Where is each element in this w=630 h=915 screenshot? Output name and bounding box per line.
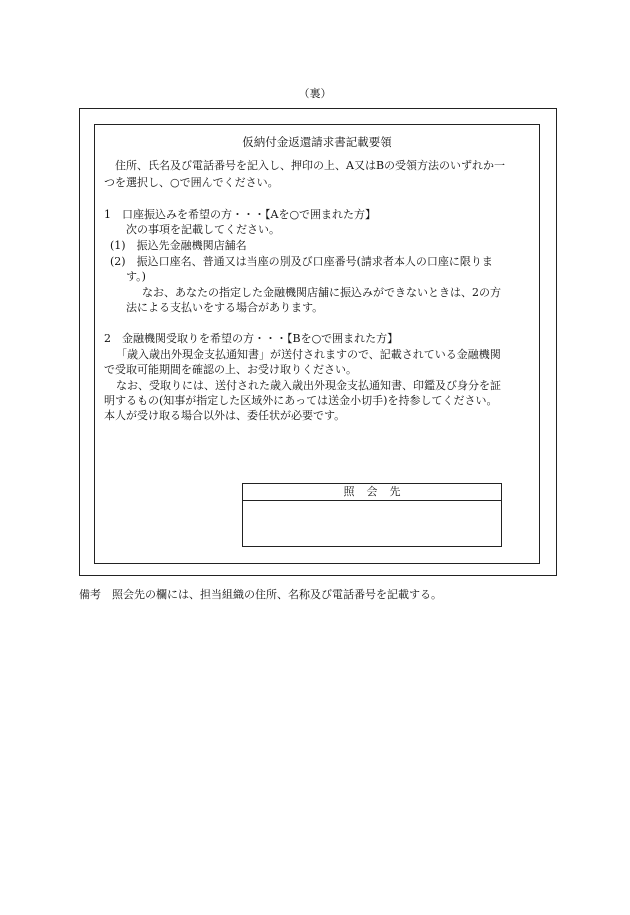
reference-box — [242, 483, 502, 547]
remark: 備考 照会先の欄には、担当組織の住所、名称及び電話番号を記載する。 — [79, 588, 442, 601]
document-title: 仮納付金返還請求書記載要領 — [242, 135, 392, 149]
section1-item1: (1) 振込先金融機関店舗名 — [110, 239, 247, 252]
section1-sub: 次の事項を記載してください。 — [126, 223, 280, 236]
page-label: （裏） — [298, 87, 332, 100]
reference-box-header: 照会先 — [243, 484, 501, 501]
section2-p1-line1: 「歳入歳出外現金支払通知書」が送付されますので、記載されている金融機関 — [116, 348, 501, 361]
section2-p1-line2: で受取可能期間を確認の上、お受け取りください。 — [104, 363, 357, 376]
section1-item2-line2: す。) — [126, 270, 146, 283]
section2-p2-line2: 明するもの(知事が指定した区域外にあっては送金小切手)を持参してください。 — [104, 394, 498, 407]
section1-note-line2: 法による支払いをする場合があります。 — [126, 301, 324, 314]
intro-line-1: 住所、氏名及び電話番号を記入し、押印の上、A又はBの受領方法のいずれか一 — [115, 159, 506, 172]
section2-p2-line3: 本人が受け取る場合以外は、委任状が必要です。 — [104, 409, 346, 422]
intro-line-2: つを選択し、○で囲んでください。 — [104, 176, 279, 189]
section1-heading: 1 口座振込みを希望の方・・・【Aを○で囲まれた方】 — [104, 208, 377, 221]
section1-item2-line1: (2) 振込口座名、普通又は当座の別及び口座番号(請求者本人の口座に限りま — [110, 255, 493, 268]
section2-p2-line1: なお、受取りには、送付された歳入歳出外現金支払通知書、印鑑及び身分を証 — [116, 379, 501, 392]
section2-heading: 2 金融機関受取りを希望の方・・・【Bを○で囲まれた方】 — [104, 332, 399, 345]
section1-note-line1: なお、あなたの指定した金融機関店舗に振込みができないときは、2の方 — [142, 286, 501, 299]
